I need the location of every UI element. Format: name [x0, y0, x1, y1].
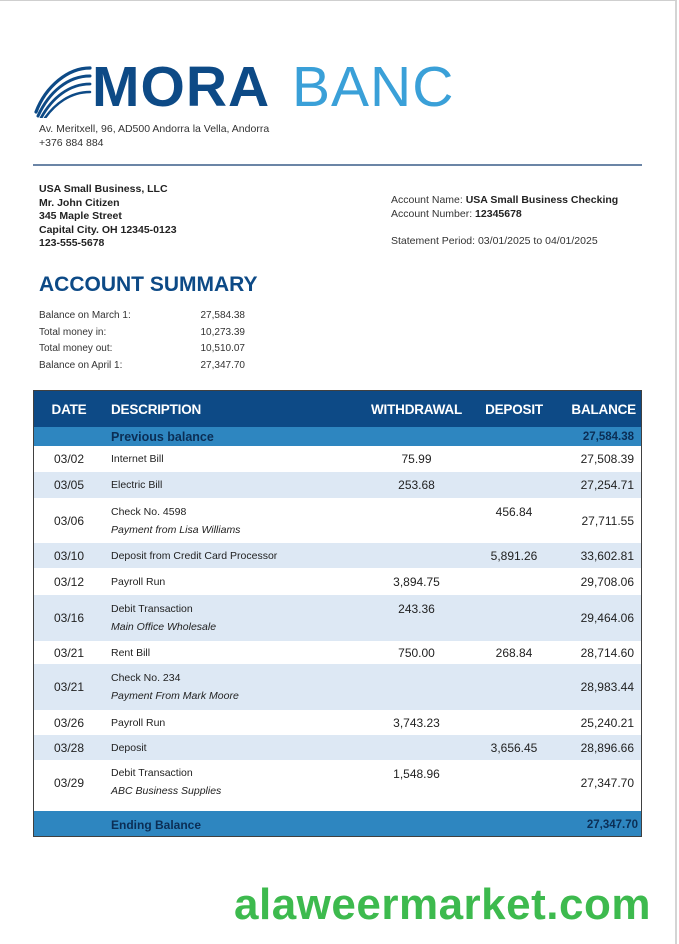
- row-description: [111, 664, 366, 710]
- account-number-value: 12345678: [475, 208, 522, 220]
- table-row: [34, 641, 641, 664]
- row-deposit: 5,891.26: [490, 548, 538, 563]
- row-deposit: [472, 446, 556, 472]
- summary-label: Total money in:: [39, 326, 107, 338]
- row-withdrawal: 750.00: [398, 645, 435, 660]
- row-date: 03/05: [53, 478, 85, 492]
- row-description: [111, 710, 366, 735]
- row-withdrawal: 253.68: [398, 478, 435, 492]
- header-description: DESCRIPTION: [111, 401, 202, 417]
- row-balance: 28,983.44: [580, 680, 634, 694]
- customer-city: Capital City. OH 12345-0123: [39, 223, 177, 236]
- row-withdrawal: [364, 735, 469, 760]
- row-deposit: 268.84: [495, 645, 533, 660]
- row-withdrawal: [364, 498, 469, 543]
- account-number-label: Account Number:: [391, 208, 476, 220]
- row-deposit: [472, 710, 556, 735]
- header-date: DATE: [51, 401, 87, 417]
- summary-row: [39, 325, 245, 342]
- statement-period-line: [391, 234, 618, 248]
- account-info: [391, 193, 618, 248]
- row-description: [111, 446, 366, 472]
- row-date: 03/29: [53, 775, 85, 790]
- row-description-text: Electric Bill: [111, 479, 163, 491]
- customer-phone: 123-555-5678: [39, 237, 105, 249]
- row-description: [111, 498, 366, 543]
- row-description-detail: Payment From Mark Moore: [111, 690, 239, 702]
- row-date: 03/28: [53, 740, 85, 755]
- header-divider: [33, 164, 642, 166]
- watermark-text: alaweermarket.com: [234, 880, 651, 929]
- account-summary-title: ACCOUNT SUMMARY: [39, 273, 258, 296]
- ending-balance-row: [34, 811, 641, 837]
- row-description-text: Check No. 4598: [111, 505, 187, 518]
- previous-balance-value: 27,584.38: [582, 430, 634, 443]
- summary-row: [39, 358, 245, 375]
- row-date: 03/16: [53, 611, 85, 625]
- row-description-detail: Main Office Wholesale: [111, 621, 217, 633]
- row-date: 03/21: [53, 680, 85, 694]
- row-withdrawal: 75.99: [401, 452, 432, 466]
- row-description: [111, 760, 366, 811]
- row-balance: 27,254.71: [580, 478, 634, 492]
- summary-value: 10,273.39: [200, 326, 245, 338]
- bank-phone: +376 884 884: [39, 137, 104, 149]
- bank-address: [39, 122, 269, 150]
- row-date: 03/12: [53, 574, 85, 589]
- row-date: 03/06: [53, 513, 85, 528]
- row-withdrawal: [364, 543, 469, 568]
- row-description-detail: Payment from Lisa Williams: [111, 523, 241, 536]
- transactions-table: [33, 390, 642, 837]
- header-withdrawal: WITHDRAWAL: [371, 401, 462, 417]
- table-row: [34, 595, 641, 641]
- table-row: [34, 760, 641, 811]
- row-date: 03/02: [53, 452, 85, 466]
- account-name-label: Account Name:: [391, 194, 466, 206]
- table-row: [34, 735, 641, 760]
- ending-balance-value: 27,347.70: [586, 818, 638, 831]
- bank-address-line: Av. Meritxell, 96, AD500 Andorra la Vella, Andorra: [39, 123, 270, 135]
- account-number-line: [391, 207, 618, 221]
- table-row: [34, 446, 641, 472]
- row-balance: 27,508.39: [580, 452, 634, 466]
- header-balance: BALANCE: [571, 401, 636, 417]
- row-deposit: [472, 760, 556, 811]
- row-description: [111, 543, 366, 568]
- account-name-line: [391, 193, 618, 207]
- row-withdrawal: 243.36: [398, 602, 435, 616]
- bank-name-light: BANC: [292, 55, 455, 119]
- row-description-text: Payroll Run: [111, 716, 166, 729]
- table-row: [34, 710, 641, 735]
- row-deposit: [472, 595, 556, 641]
- row-withdrawal: 3,894.75: [393, 574, 440, 589]
- previous-balance-label: Previous balance: [111, 429, 214, 444]
- row-description-text: Deposit: [111, 741, 147, 754]
- customer-company: USA Small Business, LLC: [39, 183, 168, 195]
- statement-period-label: Statement Period:: [391, 235, 478, 247]
- table-row: [34, 543, 641, 568]
- account-summary: [39, 308, 245, 374]
- summary-label: Balance on March 1:: [39, 310, 131, 321]
- row-deposit: 456.84: [495, 505, 533, 519]
- summary-value: 27,584.38: [200, 310, 245, 321]
- row-deposit: [472, 568, 556, 595]
- row-balance: 27,347.70: [580, 775, 634, 790]
- row-description-text: Payroll Run: [111, 575, 166, 588]
- row-balance: 29,464.06: [580, 611, 634, 625]
- row-description-text: Rent Bill: [111, 646, 151, 659]
- wave-arcs-icon: [34, 60, 94, 118]
- row-description-text: Debit Transaction: [111, 603, 193, 615]
- row-description: [111, 595, 366, 641]
- row-date: 03/26: [53, 715, 85, 730]
- ending-balance-label: Ending Balance: [111, 817, 202, 832]
- row-balance: 27,711.55: [581, 513, 634, 528]
- row-description-text: Deposit from Credit Card Processor: [111, 549, 278, 562]
- summary-label: Total money out:: [39, 343, 113, 354]
- row-description-detail: ABC Business Supplies: [111, 785, 222, 797]
- summary-row: [39, 341, 245, 358]
- row-date: 03/10: [53, 548, 85, 563]
- row-description: [111, 641, 366, 664]
- row-description-text: Check No. 234: [111, 672, 181, 684]
- row-withdrawal: [364, 664, 469, 710]
- account-name-value: USA Small Business Checking: [465, 194, 619, 206]
- table-row: [34, 472, 641, 498]
- row-balance: 28,714.60: [580, 645, 634, 660]
- row-description: [111, 735, 366, 760]
- summary-row: [39, 308, 245, 325]
- row-description: [111, 568, 366, 595]
- row-withdrawal: 1,548.96: [393, 767, 440, 781]
- customer-address: [39, 183, 177, 251]
- table-row: [34, 498, 641, 543]
- row-withdrawal: 3,743.23: [393, 715, 440, 730]
- table-row: [34, 664, 641, 710]
- statement-period-value: 03/01/2025 to 04/01/2025: [477, 235, 598, 247]
- row-description-text: Internet Bill: [111, 453, 164, 465]
- customer-street: 345 Maple Street: [39, 210, 122, 222]
- row-balance: 33,602.81: [580, 548, 634, 563]
- row-deposit: [472, 472, 556, 498]
- previous-balance-row: [34, 427, 641, 446]
- summary-value: 27,347.70: [200, 359, 245, 371]
- summary-label: Balance on April 1:: [39, 359, 123, 371]
- summary-value: 10,510.07: [200, 343, 245, 354]
- customer-contact: Mr. John Citizen: [39, 196, 120, 209]
- row-balance: 28,896.66: [580, 740, 634, 755]
- row-description: [111, 472, 366, 498]
- row-balance: 29,708.06: [580, 574, 634, 589]
- table-row: [34, 568, 641, 595]
- row-deposit: [472, 664, 556, 710]
- row-description-text: Debit Transaction: [111, 767, 193, 779]
- table-header: [34, 391, 641, 427]
- header-deposit: DEPOSIT: [485, 401, 543, 417]
- row-date: 03/21: [53, 645, 85, 660]
- row-balance: 25,240.21: [580, 715, 634, 730]
- bank-name-bold: MORA: [92, 55, 271, 119]
- row-deposit: 3,656.45: [490, 740, 538, 755]
